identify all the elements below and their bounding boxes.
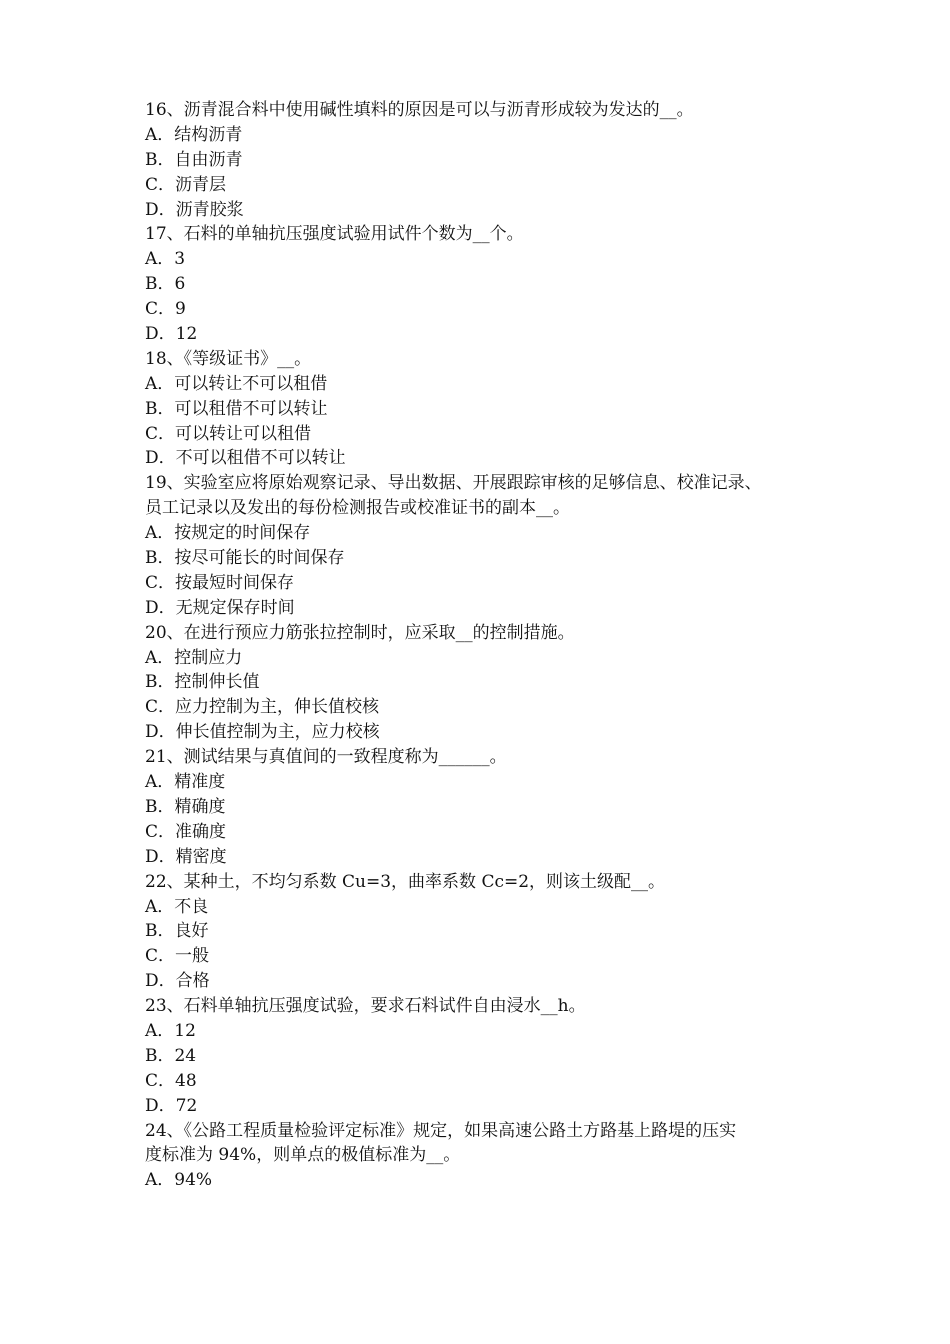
answer-option: C．一般 bbox=[145, 946, 210, 967]
answer-option: D．伸长值控制为主，应力校核 bbox=[145, 722, 380, 743]
answer-option: A．不良 bbox=[145, 896, 209, 917]
answer-option: B．精确度 bbox=[145, 796, 226, 817]
answer-option: A．按规定的时间保存 bbox=[145, 523, 311, 544]
answer-option: D．72 bbox=[145, 1095, 198, 1116]
question-text: 20、在进行预应力筋张拉控制时，应采取__的控制措施。 bbox=[145, 622, 575, 643]
answer-option: C．按最短时间保存 bbox=[145, 572, 295, 593]
answer-option: D．沥青胶浆 bbox=[145, 199, 244, 220]
answer-option: A．3 bbox=[145, 249, 186, 270]
question-text: 23、石料单轴抗压强度试验，要求石料试件自由浸水__h。 bbox=[145, 996, 586, 1017]
answer-option: B．按尽可能长的时间保存 bbox=[145, 548, 345, 569]
answer-option: A．94% bbox=[145, 1170, 213, 1191]
answer-option: B．良好 bbox=[145, 921, 209, 942]
answer-option: D．精密度 bbox=[145, 846, 227, 867]
answer-option: C．9 bbox=[145, 299, 186, 320]
answer-option: A．结构沥青 bbox=[145, 124, 243, 145]
question-text: 16、沥青混合料中使用碱性填料的原因是可以与沥青形成较为发达的__。 bbox=[145, 100, 694, 120]
question-text: 19、实验室应将原始观察记录、导出数据、开展跟踪审核的足够信息、校准记录、 bbox=[145, 473, 762, 494]
answer-option: C．沥青层 bbox=[145, 174, 227, 195]
document-body bbox=[145, 98, 815, 1193]
answer-option: C．可以转让可以租借 bbox=[145, 423, 312, 444]
answer-option: C．准确度 bbox=[145, 821, 227, 842]
question-text: 17、石料的单轴抗压强度试验用试件个数为__个。 bbox=[145, 224, 524, 245]
question-text: 22、某种土，不均匀系数 Cu=3，曲率系数 Cc=2，则该土级配__。 bbox=[145, 871, 666, 892]
question-text: 员工记录以及发出的每份检测报告或校准证书的副本__。 bbox=[145, 498, 570, 519]
answer-option: D．无规定保存时间 bbox=[145, 597, 295, 618]
answer-option: D．12 bbox=[145, 324, 198, 345]
answer-option: A．精准度 bbox=[145, 772, 226, 793]
answer-option: A．可以转让不可以租借 bbox=[145, 373, 328, 394]
answer-option: B．24 bbox=[145, 1045, 197, 1066]
answer-option: D．合格 bbox=[145, 971, 210, 992]
answer-option: D．不可以租借不可以转让 bbox=[145, 448, 346, 469]
answer-option: B．控制伸长值 bbox=[145, 672, 260, 693]
question-text: 度标准为 94%，则单点的极值标准为__。 bbox=[145, 1145, 461, 1166]
answer-option: B．自由沥青 bbox=[145, 149, 243, 170]
question-text: 18、《等级证书》__。 bbox=[145, 348, 312, 369]
answer-option: A．控制应力 bbox=[145, 647, 243, 668]
question-text: 24、《公路工程质量检验评定标准》规定，如果高速公路土方路基上路堤的压实 bbox=[145, 1120, 737, 1141]
answer-option: A．12 bbox=[145, 1020, 196, 1041]
answer-option: C．48 bbox=[145, 1070, 197, 1091]
answer-option: C．应力控制为主，伸长值校核 bbox=[145, 697, 380, 718]
question-text: 21、测试结果与真值间的一致程度称为______。 bbox=[145, 747, 507, 768]
answer-option: B．可以租借不可以转让 bbox=[145, 398, 328, 419]
answer-option: B．6 bbox=[145, 274, 186, 295]
